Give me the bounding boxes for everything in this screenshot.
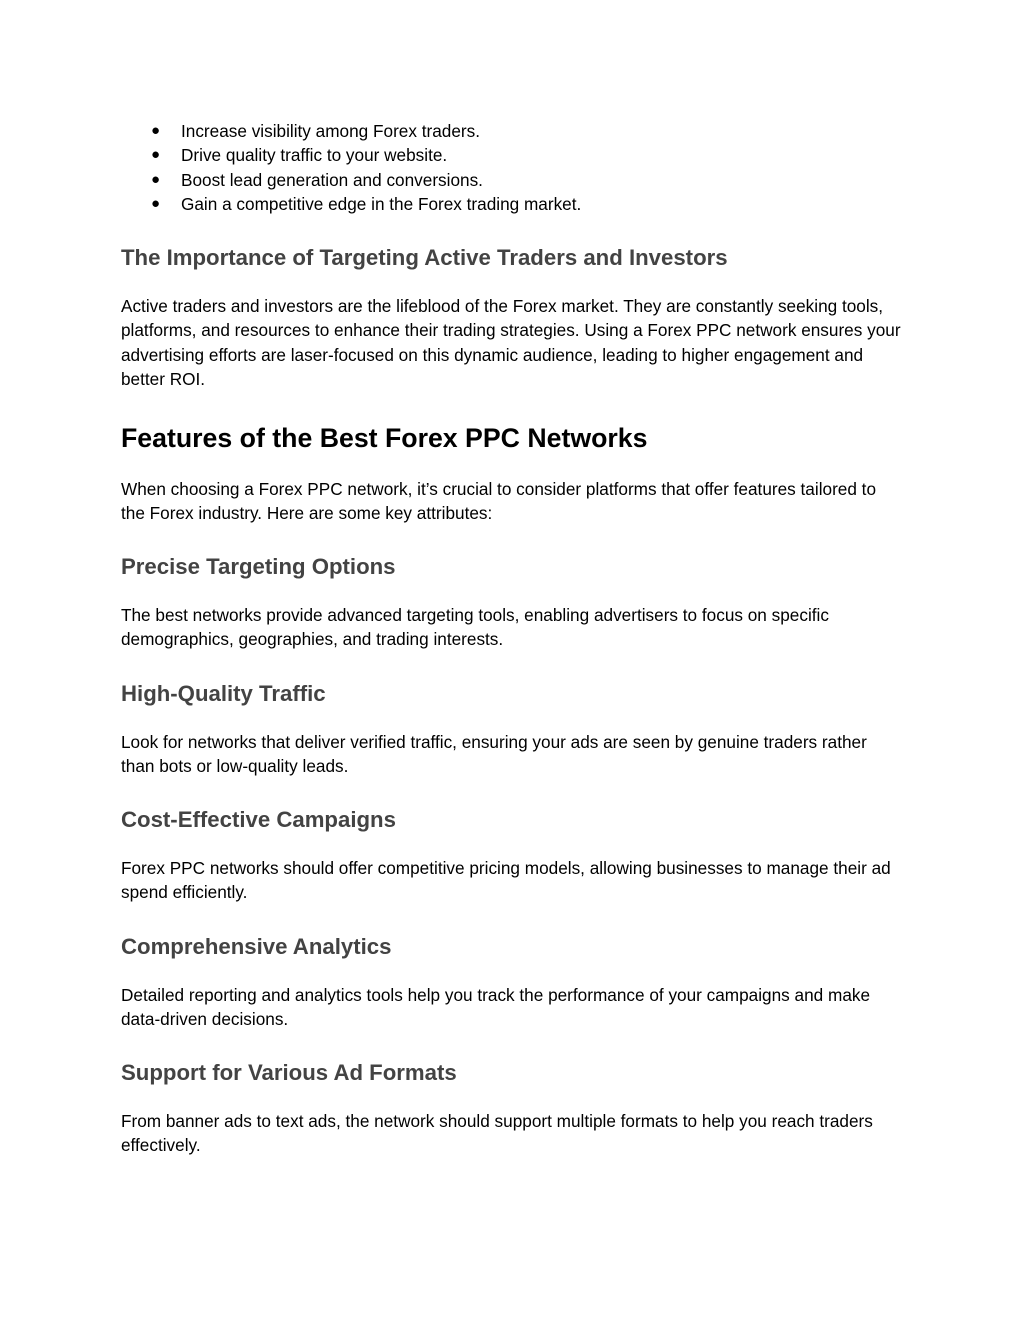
- targeting-heading: Precise Targeting Options: [121, 554, 396, 579]
- list-item: [121, 119, 901, 143]
- cost-heading: Cost-Effective Campaigns: [121, 807, 396, 832]
- list-item: [121, 192, 901, 216]
- list-item-text: Increase visibility among Forex traders.: [181, 121, 480, 141]
- formats-paragraph: From banner ads to text ads, the network should support multiple formats to help you reach traders effectively.: [121, 1111, 873, 1156]
- traffic-paragraph: Look for networks that deliver verified traffic, ensuring your ads are seen by genuine traders rather than bots or low-quality leads.: [121, 732, 867, 777]
- bullet-icon: ●: [151, 170, 161, 188]
- list-item-text: Boost lead generation and conversions.: [181, 169, 483, 190]
- targeting-paragraph: The best networks provide advanced targeting tools, enabling advertisers to focus on specific demographics, geographies, and trading interests.: [121, 605, 829, 650]
- bullet-icon: ●: [151, 195, 161, 213]
- bullet-icon: ●: [151, 146, 161, 164]
- traffic-heading: High-Quality Traffic: [121, 681, 326, 706]
- analytics-paragraph: Detailed reporting and analytics tools help you track the performance of your campaigns and make data-driven decisions.: [121, 985, 871, 1030]
- formats-heading: Support for Various Ad Formats: [121, 1060, 457, 1085]
- benefits-list: [121, 119, 901, 217]
- bullet-icon: ●: [151, 122, 161, 139]
- importance-paragraph: Active traders and investors are the lifeblood of the Forex market. They are constantly seeking tools, platforms, and resources to enhance their trading strategies. Using a Forex PPC network ensures your advertising efforts are laser-focused on this dynamic audience, leading to higher engagement and better ROI.: [121, 296, 901, 389]
- list-item: [121, 168, 901, 192]
- analytics-heading: Comprehensive Analytics: [121, 934, 392, 959]
- list-item: [121, 143, 901, 167]
- features-intro-paragraph: When choosing a Forex PPC network, it’s crucial to consider platforms that offer features tailored to the Forex industry. Here are some key attributes:: [121, 479, 877, 524]
- features-heading: Features of the Best Forex PPC Networks: [121, 423, 648, 453]
- list-item-text: Gain a competitive edge in the Forex trading market.: [181, 194, 582, 215]
- importance-heading: The Importance of Targeting Active Traders and Investors: [121, 245, 728, 270]
- cost-paragraph: Forex PPC networks should offer competitive pricing models, allowing businesses to manage their ad spend efficiently.: [121, 858, 891, 903]
- list-item-text: Drive quality traffic to your website.: [181, 145, 448, 166]
